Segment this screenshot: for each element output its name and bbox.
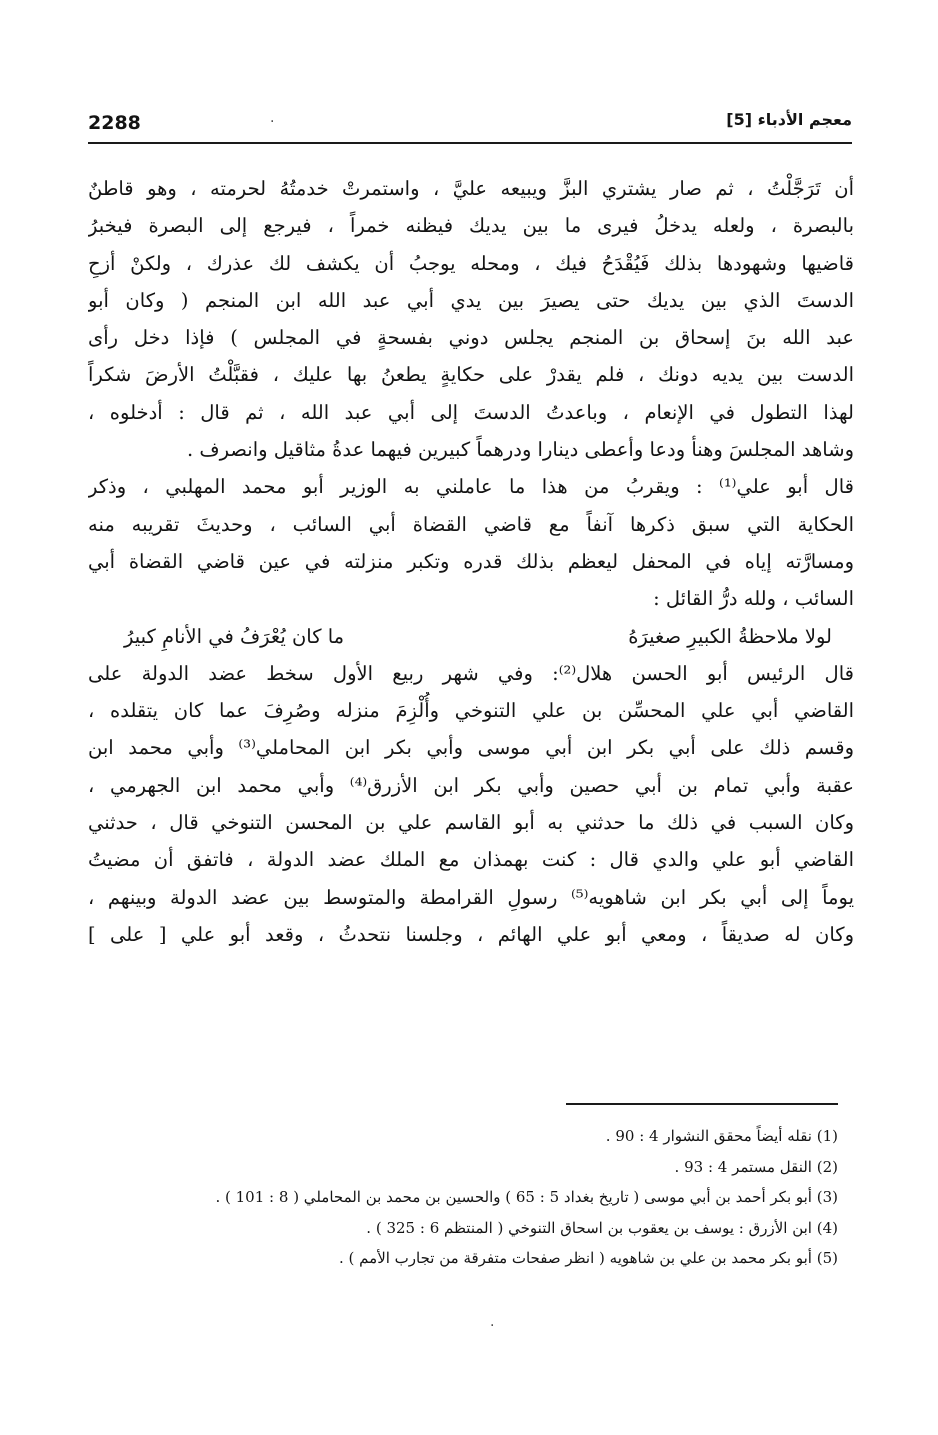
text-line: وكان السبب في ذلك ما حدثني به أبو القاسم علي بن المحسن التنوخي قال ، حدثني: [88, 811, 854, 835]
scan-speck: ·: [270, 114, 275, 130]
text-line: السائب ، ولله درُّ القائل :: [653, 587, 854, 611]
footnote: (1) نقله أيضاً محقق النشوار 4 : 90 .: [605, 1127, 838, 1145]
verse-first-hemistich: لولا ملاحظةُ الكبيرِ صغيرَهُ: [628, 624, 832, 648]
text-line: القاضي أبو علي والدي قال : كنت بهمذان مع الملك عضد الدولة ، فاتفق أن مضيتُ: [88, 848, 854, 872]
verse-second-hemistich: ما كان يُعْرَفُ في الأنامِ كبيرُ: [124, 624, 345, 648]
text-line: بالبصرة ، ولعله يدخلُ فيرى ما بين يديك فيظنه خمراً ، فيرجع إلى البصرة فيخبرُ: [88, 214, 854, 238]
paragraph-3: [88, 655, 854, 953]
paragraph-2: [88, 468, 854, 617]
footnotes: [88, 1121, 838, 1274]
page-header: [88, 108, 852, 144]
footnote-divider: [566, 1103, 838, 1105]
text-line: عقبة وأبي تمام بن أبي حصين وأبي بكر ابن الأزرق⁽⁴⁾ وأبي محمد ابن الجهرمي ،: [88, 773, 854, 797]
text-line: وشاهد المجلسَ وهنأ ودعا وأعطى دينارا ودرهماً كبيرين فيهما عدةُ مثاقيل وانصرف .: [186, 438, 854, 462]
text-line: لهذا التطول في الإنعام ، وباعدتُ الدستَ إلى أبي عبد الله ، ثم قال : أدخلوه ،: [88, 400, 854, 424]
text-line: الحكاية التي سبق ذكرها آنفاً مع قاضي القضاة أبي السائب ، وحديثَ تقريبه منه: [88, 512, 854, 536]
text-line: أن تَرَجَّلْتُ ، ثم صار يشتري البزَّ ويبيعه عليَّ ، واستمرتْ خدمتُهُ لحرمته ، وهو قاطنٌ: [88, 177, 854, 200]
main-text: [88, 170, 854, 953]
footnote: (4) ابن الأزرق : يوسف بن يعقوب بن اسحاق التنوخي ( المنتظم 6 : 325 ) .: [366, 1218, 838, 1237]
paragraph-1: [88, 170, 854, 468]
text-line: يوماً إلى أبي بكر ابن شاهويه⁽⁵⁾ رسولِ القرامطة والمتوسط بين عضد الدولة وبينهم ،: [88, 885, 854, 909]
text-line: القاضي أبي علي المحسِّن بن علي التنوخي وأُلْزِمَ منزله وصُرِفَ عما كان يتقلده ،: [88, 699, 854, 723]
scan-speck: ·: [490, 1318, 495, 1334]
poetry-verse: [88, 618, 854, 655]
text-line: قال أبو علي⁽¹⁾ : ويقربُ من هذا ما عاملني به الوزير أبو محمد المهلبي ، وذكر: [88, 475, 854, 499]
footnote: (2) النقل مستمر 4 : 93 .: [674, 1157, 838, 1176]
page-number: 2288: [88, 112, 141, 134]
text-line: عبد الله بنَ إسحاق بن المنجم يجلس دوني بفسحةٍ في المجلس ) فإذا دخل رأى: [88, 326, 854, 350]
text-line: قاضيها وشهودها بذلك فَيُقْدَحُ فيك ، ومحله يوجبُ أن يكشف لك عذرك ، ولكنْ أزحِ: [88, 251, 854, 275]
text-line: وكان له صديقاً ، ومعي أبو علي الهائم ، وجلسنا نتحدثُ ، وقعد أبو علي [ على ]: [88, 922, 854, 946]
footnote: (5) أبو بكر محمد بن علي بن شاهويه ( انظر صفحات متفرقة من تجارب الأمم ) .: [339, 1249, 838, 1267]
footnote: (3) أبو بكر أحمد بن أبي موسى ( تاريخ بغداد 5 : 65 ) والحسين بن محمد بن المحاملي ( 8 : 101 ) .: [215, 1188, 838, 1206]
text-line: الدست بين يديه دونك ، فلم يقدرْ على حكايةٍ يطعنُ بها عليك ، فقبَّلْتُ الأرضَ شكراً: [88, 363, 854, 387]
text-line: الدستَ الذي بين يديك حتى يصيرَ بين يدي أبي عبد الله ابن المنجم ( وكان أبو: [88, 288, 854, 312]
text-line: قال الرئيس أبو الحسن هلال⁽²⁾: وفي شهر ربيع الأول سخط عضد الدولة على: [88, 661, 854, 685]
text-line: وقسم ذلك على أبي بكر ابن أبي موسى وأبي بكر ابن المحاملي⁽³⁾ وأبي محمد ابن: [88, 736, 854, 760]
text-line: ومسارَّته إياه في المحفل ليعظم بذلك قدره وتكبر منزلته في عين قاضي القضاة أبي: [88, 549, 854, 573]
running-title: معجم الأدباء [5]: [726, 110, 852, 129]
